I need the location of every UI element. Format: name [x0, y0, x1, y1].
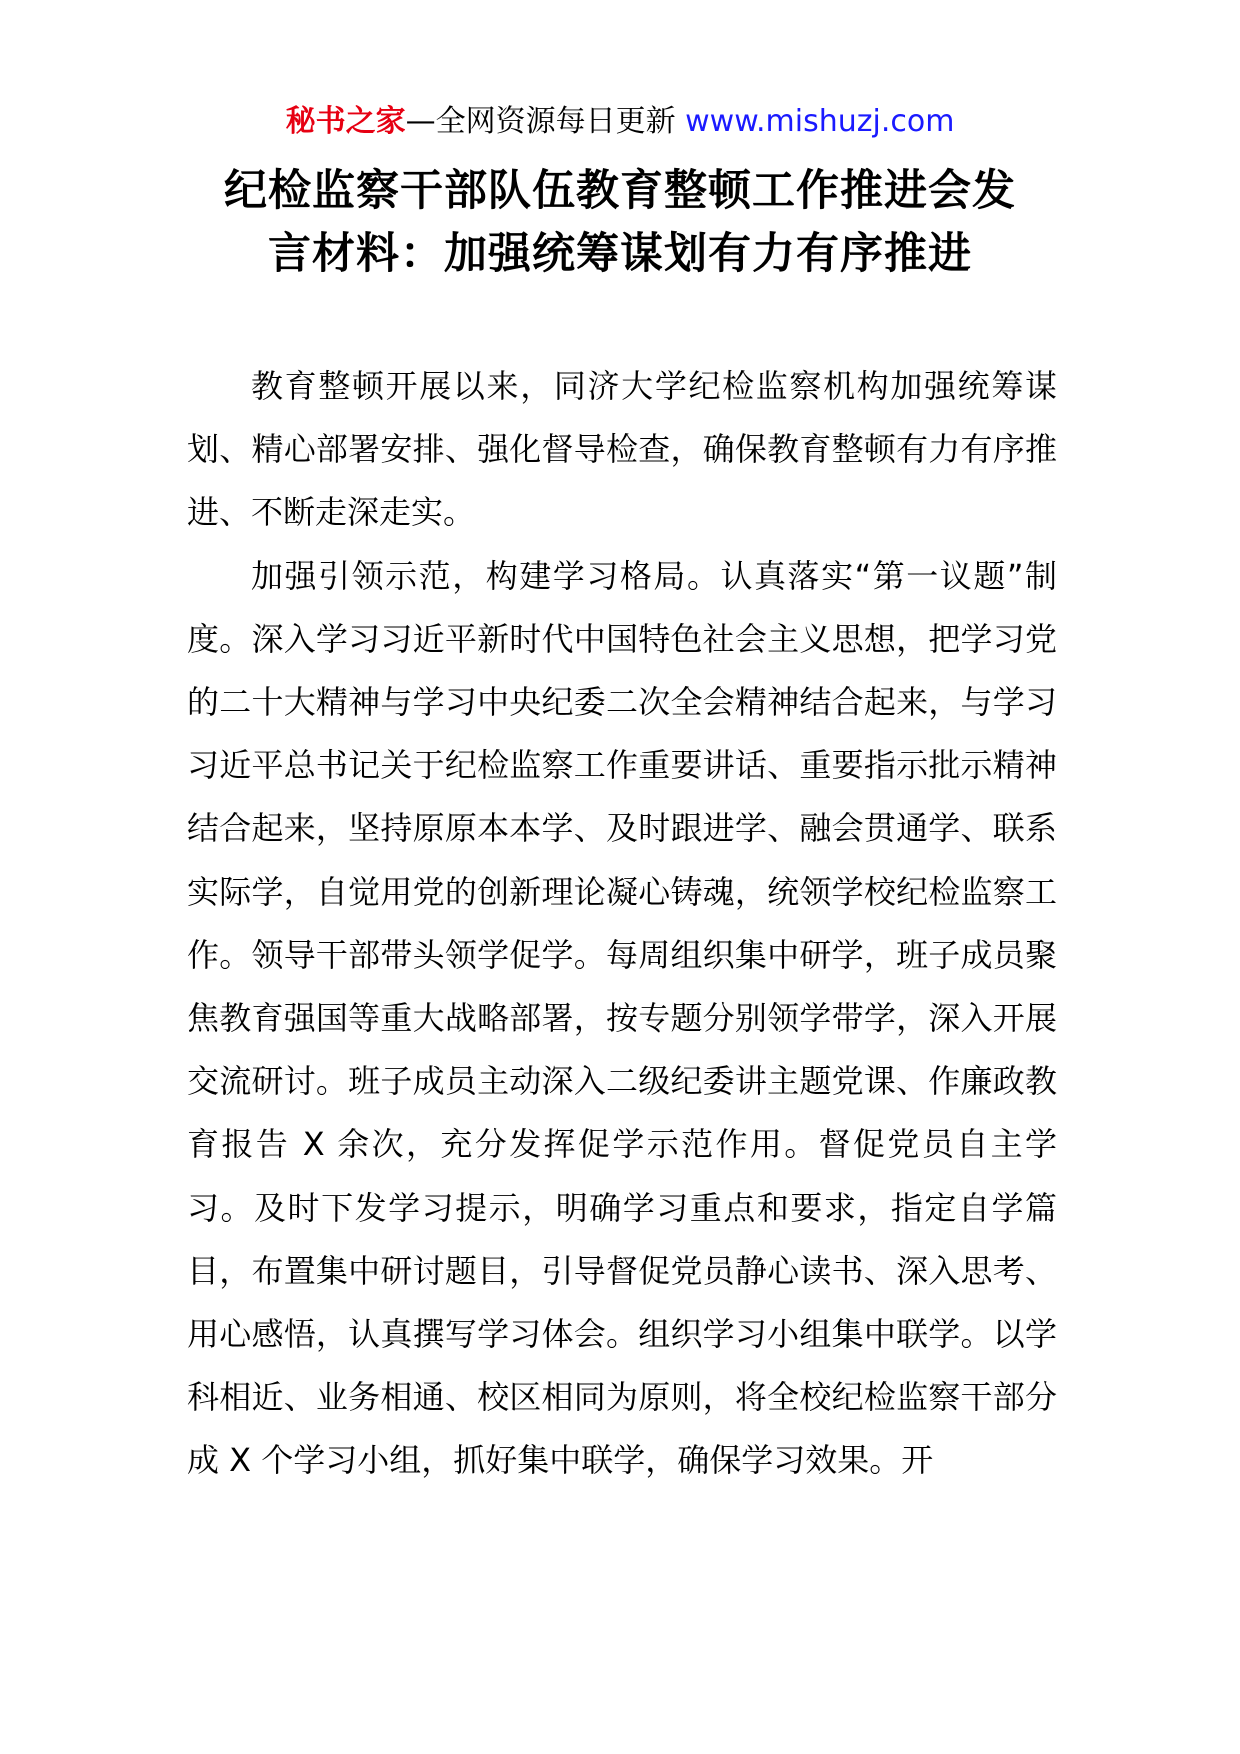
title-line-2: 言材料：加强统筹谋划有力有序推进	[268, 229, 972, 279]
document-body	[187, 355, 1057, 1493]
site-url-link[interactable]: www.mishuzj.com	[685, 104, 955, 139]
paragraph-intro: 教育整顿开展以来，同济大学纪检监察机构加强统筹谋划、精心部署安排、强化督导检查，确保教育整顿有力有序推进、不断走深走实。	[187, 367, 1057, 532]
site-tagline: —全网资源每日更新	[405, 104, 686, 139]
title-line-1: 纪检监察干部队伍教育整顿工作推进会发	[224, 166, 1016, 216]
document-title	[150, 160, 1090, 286]
paragraph-study: 加强引领示范，构建学习格局。认真落实“第一议题”制度。深入学习习近平新时代中国特色社会主义思想，把学习党的二十大精神与学习中央纪委二次全会精神结合起来，与学习习近平总书记关于纪检监察工作重要讲话、重要指示批示精神结合起来，坚持原原本本学、及时跟进学、融会贯通学、联系实际学，自觉用党的创新理论凝心铸魂，统领学校纪检监察工作。领导干部带头领学促学。每周组织集中研学，班子成员聚焦教育强国等重大战略部署，按专题分别领学带学，深入开展交流研讨。班子成员主动深入二级纪委讲主题党课、作廉政教育报告 X 余次，充分发挥促学示范作用。督促党员自主学习。及时下发学习提示，明确学习重点和要求，指定自学篇目，布置集中研讨题目，引导督促党员静心读书、深入思考、用心感悟，认真撰写学习体会。组织学习小组集中联学。以学科相近、业务相通、校区相同为原则，将全校纪检监察干部分成 X 个学习小组，抓好集中联学，确保学习效果。开	[187, 556, 1057, 1480]
site-header	[0, 100, 1240, 144]
brand-name: 秘书之家	[285, 104, 406, 139]
